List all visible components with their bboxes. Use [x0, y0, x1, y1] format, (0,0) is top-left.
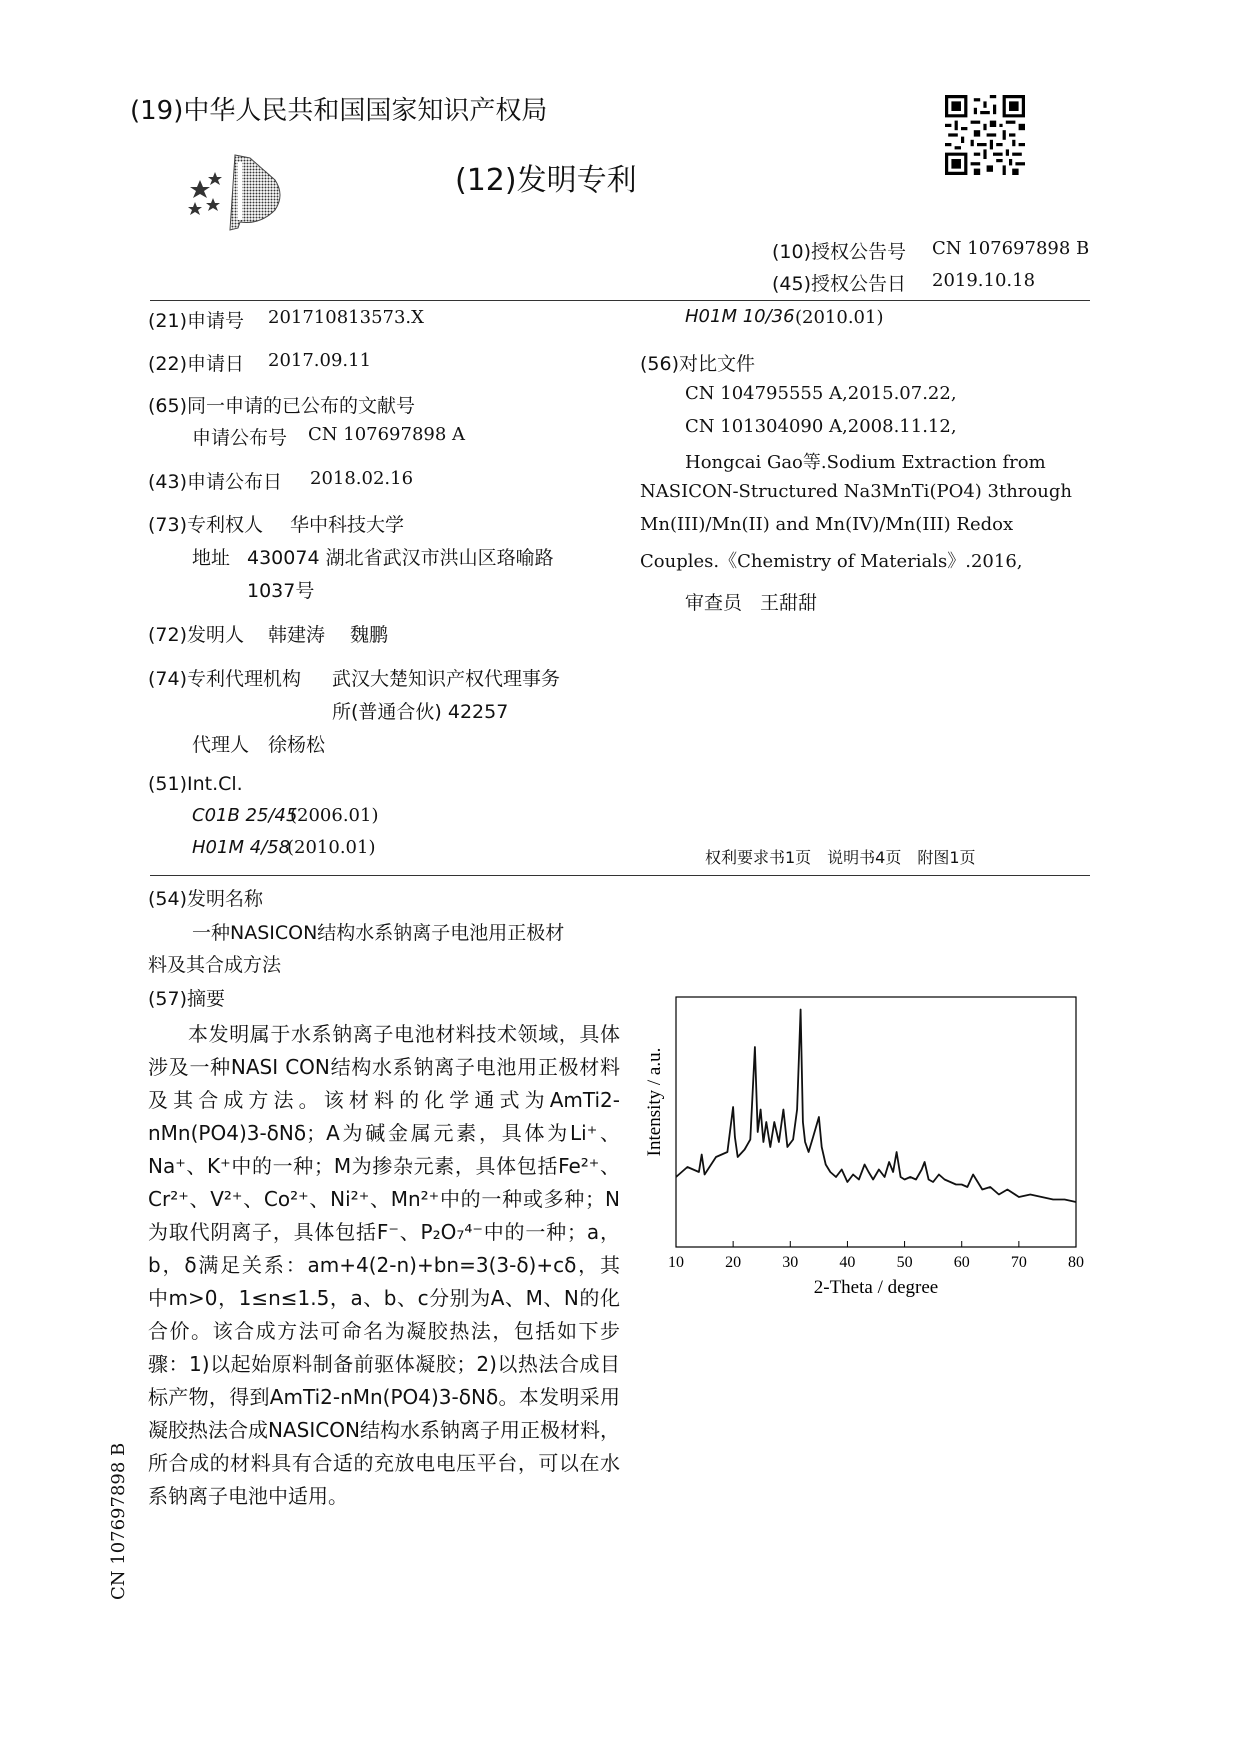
prior-pub-date-label: (43)申请公布日 [148, 471, 283, 493]
app-no: 201710813573.X [268, 307, 424, 328]
references-label: (56)对比文件 [640, 353, 756, 375]
x-tick-label: 10 [668, 1254, 684, 1271]
prior-pub-no-label: 申请公布号 [192, 427, 288, 449]
abstract-label: (57)摘要 [148, 988, 226, 1010]
ipc-2-code: H01M 4/58 [192, 837, 291, 858]
title-label: (54)发明名称 [148, 888, 264, 910]
prior-pub-date: 2018.02.16 [310, 468, 414, 489]
pub-no: CN 107697898 B [932, 238, 1090, 259]
x-tick-label: 40 [839, 1254, 856, 1271]
patentee: 华中科技大学 [290, 514, 405, 536]
agent-label: 代理人 [192, 734, 250, 756]
agency-label: (74)专利代理机构 [148, 668, 302, 690]
agency-line-2: 所(普通合伙) 42257 [332, 701, 509, 723]
xrd-series-line [676, 1010, 1076, 1203]
filing-date: 2017.09.11 [268, 350, 372, 371]
examiner-label: 审查员 [685, 592, 743, 614]
invention-title-line-1: 一种NASICON结构水系钠离子电池用正极材 [192, 922, 565, 944]
pub-no-label: (10)授权公告号 [772, 241, 907, 263]
pub-date-label: (45)授权公告日 [772, 273, 907, 295]
invention-title-line-2: 料及其合成方法 [148, 954, 282, 976]
page-counts: 权利要求书1页 说明书4页 附图1页 [705, 848, 976, 867]
cnipa-logo [180, 150, 300, 235]
reference-5: Mn(III)/Mn(II) and Mn(IV)/Mn(III) Redox [640, 514, 1014, 535]
abstract-body [148, 1018, 620, 1513]
filing-date-label: (22)申请日 [148, 353, 245, 375]
prior-pub-no: CN 107697898 A [308, 424, 466, 445]
x-tick-label: 70 [1010, 1254, 1027, 1271]
agency-line-1: 武汉大楚知识产权代理事务 [332, 668, 561, 690]
patentee-label: (73)专利权人 [148, 514, 264, 536]
header-divider [150, 300, 1090, 301]
document-type: (12)发明专利 [455, 163, 637, 198]
reference-2: CN 101304090 A,2008.11.12, [685, 416, 957, 437]
biblio-divider [150, 875, 1090, 876]
prior-pub-label: (65)同一申请的已公布的文献号 [148, 395, 416, 417]
address-label: 地址 [192, 547, 231, 569]
ipc-2-version: (2010.01) [287, 837, 376, 858]
address-line-1: 430074 湖北省武汉市洪山区珞喻路 [247, 547, 554, 569]
x-tick-label: 30 [782, 1254, 799, 1271]
address-line-2: 1037号 [247, 580, 315, 602]
ipc-1-version: (2006.01) [290, 805, 379, 826]
ipc-3-code: H01M 10/36 [685, 306, 795, 327]
app-no-label: (21)申请号 [148, 310, 245, 332]
x-axis-label: 2-Theta / degree [813, 1277, 939, 1298]
qr-code [945, 95, 1025, 175]
reference-1: CN 104795555 A,2015.07.22, [685, 383, 957, 404]
x-tick-label: 20 [725, 1254, 742, 1271]
y-axis-label: Intensity / a.u. [644, 1047, 665, 1157]
ipc-1-code: C01B 25/45 [192, 805, 298, 826]
ipc-3-version: (2010.01) [795, 307, 884, 328]
agent: 徐杨松 [268, 734, 326, 756]
examiner: 王甜甜 [760, 592, 818, 614]
x-tick-label: 80 [1068, 1254, 1084, 1271]
reference-6: Couples.《Chemistry of Materials》.2016, [640, 551, 1023, 572]
abstract-text: 本发明属于水系钠离子电池材料技术领域，具体涉及一种NASI CON结构水系钠离子电池用正极材料及其合成方法。该材料的化学通式为AmTi2-nMn(PO4)3-δNδ；A为碱金属元素，具体为Li⁺、Na⁺、K⁺中的一种；M为掺杂元素，具体包括Fe²⁺、Cr²⁺、V²⁺、Co²⁺、Ni²⁺、Mn²⁺中的一种或多种；N为取代阴离子，具体包括F⁻、P₂O₇⁴⁻中的一种；a，b，δ满足关系：am+4(2-n)+bn=3(3-δ)+cδ，其中m>0，1≤n≤1.5，a、b、c分别为A、M、N的化合价。该合成方法可命名为凝胶热法，包括如下步骤：1)以起始原料制备前驱体凝胶；2)以热法合成目标产物，得到AmTi2-nMn(PO4)3-δNδ。本发明采用凝胶热法合成NASICON结构水系钠离子用正极材料，所合成的材料具有合适的充放电电压平台，可以在水系钠离子电池中适用。 [148, 1022, 620, 1508]
side-document-number: CN 107697898 B [108, 1442, 129, 1600]
reference-3: Hongcai Gao等.Sodium Extraction from [685, 452, 1046, 473]
plot-frame [676, 997, 1076, 1247]
inventors: 韩建涛 魏鹏 [268, 624, 389, 646]
x-tick-label: 60 [953, 1254, 970, 1271]
inventors-label: (72)发明人 [148, 624, 245, 646]
int-cl-label: (51)Int.Cl. [148, 773, 243, 795]
reference-4: NASICON-Structured Na3MnTi(PO4) 3through [640, 481, 1072, 502]
xrd-chart [638, 985, 1098, 1335]
office-name: (19)中华人民共和国国家知识产权局 [130, 96, 548, 126]
pub-date: 2019.10.18 [932, 270, 1036, 291]
x-tick-label: 50 [896, 1254, 913, 1271]
